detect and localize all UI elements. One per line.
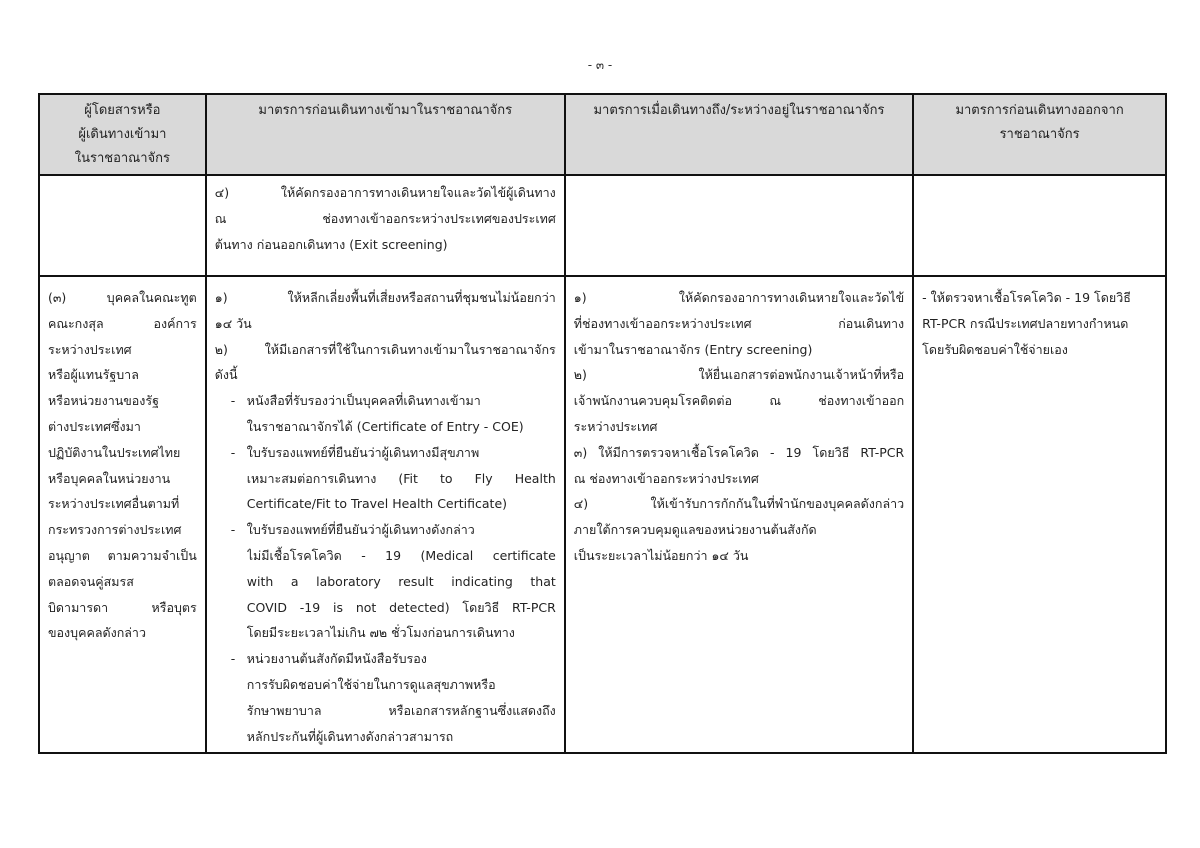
text-line: โดยรับผิดชอบค่าใช้จ่ายเอง — [922, 341, 1068, 357]
text-line: คณะกงสุล องค์การ — [48, 315, 197, 331]
cell-pre-entry — [206, 276, 565, 753]
text-line: ๒) ให้ยื่นเอกสารต่อพนักงานเจ้าหน้าที่หรือ — [573, 367, 905, 383]
page-number: - ๓ - — [587, 58, 613, 72]
text-line: บิดามารดา หรือบุตร — [48, 599, 197, 615]
text-line: - ให้ตรวจหาเชื้อโรคโควิด - 19 โดยวิธี — [922, 290, 1131, 305]
text-line: หรือผู้แทนรัฐบาล — [48, 367, 139, 383]
header-line: ราชอาณาจักร — [999, 127, 1080, 142]
text-line: ระหว่างประเทศ — [573, 418, 658, 434]
text-line: ณ ช่องทางเข้าออกระหว่างประเทศของประเทศ — [214, 210, 556, 226]
text-line: ๑๔ วัน — [214, 315, 252, 331]
text-line: ระหว่างประเทศอื่นตามที่ — [48, 496, 180, 512]
header-line: ในราชอาณาจักร — [74, 151, 171, 166]
text-line: อนุญาต ตามความจำเป็น — [48, 547, 197, 563]
text-line: ๓) ให้มีการตรวจหาเชื้อโรคโควิด - 19 โดยวิธี RT-PCR — [573, 444, 905, 460]
text-line: ตลอดจนคู่สมรส — [48, 573, 134, 589]
text-line: ภายใต้การควบคุมดูแลของหน่วยงานต้นสังกัด — [573, 522, 817, 538]
text-line: หนังสือที่รับรองว่าเป็นบุคคลที่เดินทางเข้ามา — [246, 393, 481, 409]
bullet-dash: - — [230, 393, 236, 409]
text-line: ไม่มีเชื้อโรคโควิด - 19 (Medical certificate — [246, 547, 556, 563]
text-line: ปฏิบัติงานในประเทศไทย — [48, 444, 181, 460]
text-line: ใบรับรองแพทย์ที่ยืนยันว่าผู้เดินทางมีสุขภาพ — [246, 444, 480, 460]
header-line: ผู้เดินทางเข้ามา — [78, 127, 167, 142]
table-row — [39, 276, 1166, 753]
cell-pre-entry — [206, 175, 565, 276]
text-line: หลักประกันที่ผู้เดินทางดังกล่าวสามารถ — [246, 728, 454, 744]
measures-table — [38, 93, 1167, 754]
header-pre-departure — [913, 94, 1166, 175]
text-line: ๑) ให้หลีกเลี่ยงพื้นที่เสี่ยงหรือสถานที่ชุมชนไม่น้อยกว่า — [214, 290, 556, 305]
text-line: หรือหน่วยงานของรัฐ — [48, 393, 160, 409]
text-line: ณ ช่องทางเข้าออกระหว่างประเทศ — [573, 470, 759, 486]
text-line: เข้ามาในราชอาณาจักร (Entry screening) — [573, 341, 813, 357]
bullet-item — [215, 440, 556, 517]
bullet-dash: - — [230, 522, 236, 538]
header-traveler — [39, 94, 206, 175]
cell-traveler — [39, 276, 206, 753]
text-line: Certificate/Fit to Travel Health Certificate) — [246, 496, 508, 512]
bullet-item — [215, 646, 556, 749]
text-line: หน่วยงานต้นสังกัดมีหนังสือรับรอง — [246, 651, 427, 667]
text-line: ๔) ให้คัดกรองอาการทางเดินหายใจและวัดไข้ผู้เดินทาง — [214, 185, 556, 200]
text-line: ๑) ให้คัดกรองอาการทางเดินหายใจและวัดไข้ — [573, 290, 905, 305]
cell-on-arrival — [565, 276, 913, 753]
text-line: กระทรวงการต่างประเทศ — [48, 522, 182, 538]
text-line: เจ้าพนักงานควบคุมโรคติดต่อ ณ ช่องทางเข้าออก — [573, 393, 905, 409]
cell-traveler-empty — [39, 175, 206, 276]
text-line: ต้นทาง ก่อนออกเดินทาง (Exit screening) — [214, 236, 448, 252]
header-line: มาตรการก่อนเดินทางออกจาก — [955, 103, 1124, 118]
text-line: เหมาะสมต่อการเดินทาง (Fit to Fly Health — [246, 470, 556, 486]
text-line: ดังนี้ — [214, 367, 238, 383]
bullet-item — [215, 517, 556, 646]
header-line: ผู้โดยสารหรือ — [84, 103, 161, 118]
text-line: ใบรับรองแพทย์ที่ยืนยันว่าผู้เดินทางดังกล่าว — [246, 522, 475, 538]
text-line: ระหว่างประเทศ — [48, 341, 132, 357]
text-line: COVID -19 is not detected) โดยวิธี RT-PCR — [246, 599, 556, 615]
header-pre-entry — [206, 94, 565, 175]
header-line: มาตรการเมื่อเดินทางถึง/ระหว่างอยู่ในราชอาณาจักร — [593, 103, 885, 118]
text-line: (๓) บุคคลในคณะทูต — [48, 290, 197, 305]
text-line: ๔) ให้เข้ารับการกักกันในที่พำนักของบุคคลดังกล่าว — [573, 496, 905, 512]
text-line: ต่างประเทศซึ่งมา — [48, 418, 141, 434]
cell-on-arrival-empty — [565, 175, 913, 276]
text-line: RT-PCR กรณีประเทศปลายทางกำหนด — [922, 315, 1129, 331]
text-line: หรือบุคคลในหน่วยงาน — [48, 470, 171, 486]
bullet-item — [215, 388, 556, 440]
bullet-dash: - — [230, 651, 236, 667]
table-row — [39, 175, 1166, 276]
text-line: การรับผิดชอบค่าใช้จ่ายในการดูแลสุขภาพหรือ — [246, 676, 496, 692]
text-line: ที่ช่องทางเข้าออกระหว่างประเทศ ก่อนเดินทาง — [573, 315, 905, 331]
table-header-row — [39, 94, 1166, 175]
bullet-dash: - — [230, 444, 236, 460]
text-line: with a laboratory result indicating that — [246, 573, 556, 589]
cell-pre-departure-empty — [913, 175, 1166, 276]
header-on-arrival — [565, 94, 913, 175]
text-line: รักษาพยาบาล หรือเอกสารหลักฐานซึ่งแสดงถึง — [246, 702, 556, 718]
cell-pre-departure — [913, 276, 1166, 753]
text-line: โดยมีระยะเวลาไม่เกิน ๗๒ ชั่วโมงก่อนการเดินทาง — [246, 625, 515, 641]
text-line: ในราชอาณาจักรได้ (Certificate of Entry - COE) — [246, 418, 524, 434]
text-line: ของบุคคลดังกล่าว — [48, 625, 146, 641]
text-line: เป็นระยะเวลาไม่น้อยกว่า ๑๔ วัน — [573, 547, 749, 563]
header-line: มาตรการก่อนเดินทางเข้ามาในราชอาณาจักร — [258, 103, 513, 118]
text-line: ๒) ให้มีเอกสารที่ใช้ในการเดินทางเข้ามาในราชอาณาจักร — [214, 341, 556, 357]
